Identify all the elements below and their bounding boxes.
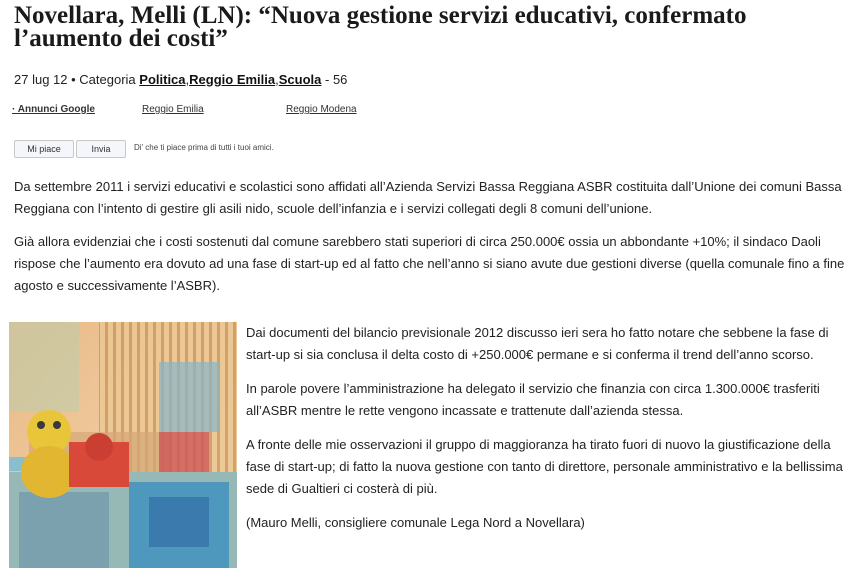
like-prompt: Di' che ti piace prima di tutti i tuoi amici. <box>134 143 274 152</box>
signature-line: (Mauro Melli, consigliere comunale Lega Nord a Novellara) <box>246 515 585 530</box>
ad-link-reggio-emilia[interactable]: Reggio Emilia <box>142 104 204 115</box>
paragraph-4: In parole povere l’amministrazione ha delegato il servizio che finanzia con circa 1.300.000€ trasferiti all’ASBR mentre le rette vengono incassate e trattenute dall’azienda stessa. <box>246 381 820 418</box>
category-link-scuola[interactable]: Scuola <box>278 72 322 87</box>
paragraph-2: Già allora evidenziai che i costi sostenuti dal comune sarebbero stati superiori di circa 250.000€ ossia un abbondante +10%; il sindaco Daoli rispose che l’aumento era dovuto ad una fase di start-up ed al fatto che nell’anno si siano avute due gestioni diverse (quella comunale fino a fine agosto e successivamente l’ASBR). <box>14 234 845 293</box>
like-button[interactable]: Mi piace <box>14 140 74 158</box>
view-count: - 56 <box>325 72 348 87</box>
paragraph-1: Da settembre 2011 i servizi educativi e scolastici sono affidati all’Azienda Servizi Bassa Reggiana ASBR costituita dall’Unione dei comuni Bassa Reggiana con l’intento di gestire gli asili nido, scuole dell’infanzia e i servizi collegati degli 8 comuni dell’unione. <box>14 179 842 216</box>
article-meta: 27 lug 12 • Categoria Politica,Reggio Emilia,Scuola - 56 <box>14 72 348 87</box>
category-link-politica[interactable]: Politica <box>139 72 186 87</box>
category-link-reggio-emilia[interactable]: Reggio Emilia <box>189 72 276 87</box>
paragraph-3: Dai documenti del bilancio previsionale 2012 discusso ieri sera ho fatto notare che sebbene la fase di start-up si sia conclusa il delta costo di +250.000€ permane e si conferma il trend dell’anno scorso. <box>246 325 829 362</box>
paragraph-5: A fronte delle mie osservazioni il gruppo di maggioranza ha tirato fuori di nuovo la giustificazione della fase di start-up; di fatto la nuova gestione con tanto di direttore, personale amministrativo e la bellissima sede di Gualtieri ci costerà di più. <box>246 437 843 496</box>
article-title: Novellara, Melli (LN): “Nuova gestione servizi educativi, confermato l’aumento dei costi” <box>14 2 747 52</box>
ad-label-google[interactable]: · Annunci Google <box>12 104 95 115</box>
ad-link-reggio-modena[interactable]: Reggio Modena <box>286 104 357 115</box>
article-photo <box>9 322 237 568</box>
kindergarten-photo-image <box>9 322 237 568</box>
article-date: 27 lug 12 <box>14 72 68 87</box>
category-prefix: • Categoria <box>71 72 136 87</box>
send-button[interactable]: Invia <box>76 140 126 158</box>
